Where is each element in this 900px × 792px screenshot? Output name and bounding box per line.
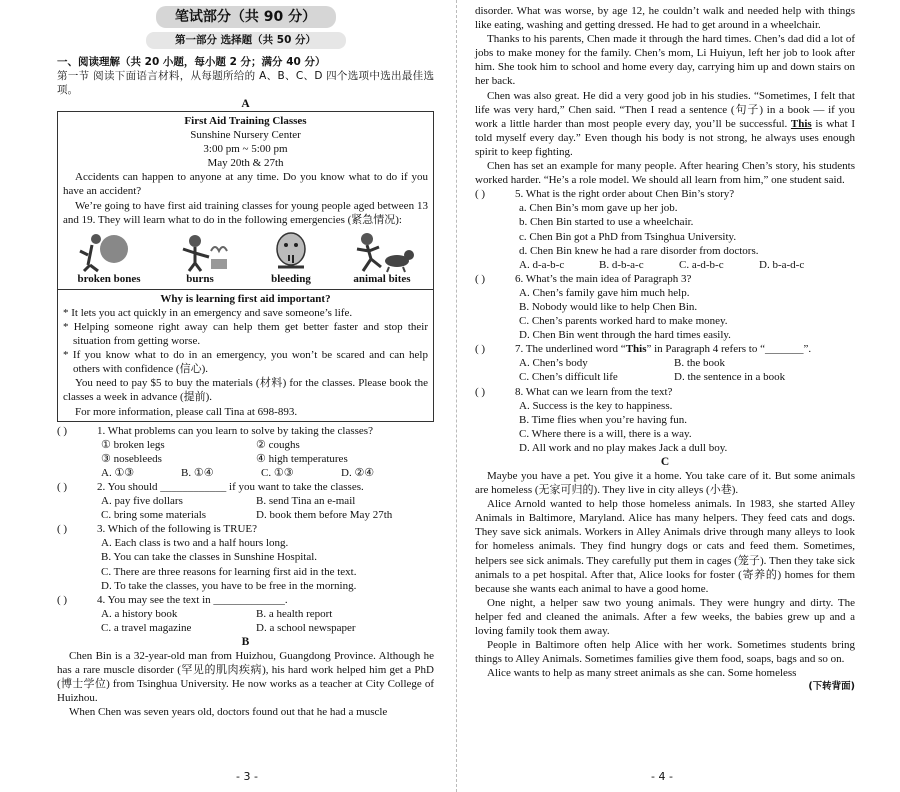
option-b[interactable]: B. d-b-a-c <box>599 258 644 271</box>
q7-stem-this: This <box>625 343 647 356</box>
answer-blank[interactable]: ( ) <box>57 480 68 493</box>
option-c[interactable]: C. Chen’s difficult life <box>519 371 618 384</box>
passage-a-letter: A <box>241 98 250 110</box>
option-d[interactable]: D. b-a-d-c <box>759 258 805 271</box>
page-divider <box>456 0 457 792</box>
answer-blank[interactable]: ( ) <box>475 188 486 201</box>
passage-b-p4 <box>475 89 855 159</box>
question-8 <box>475 385 855 399</box>
bullet-2: * Helping someone right away can help them get better faster and stop their situation from getting worse. <box>63 320 428 348</box>
passage-c-letter: C <box>660 456 670 468</box>
continued-note: (下转背面) <box>808 681 855 693</box>
picture-label: animal bites <box>353 272 411 285</box>
q5-item: c. Chen Bin got a PhD from Tsinghua University. <box>519 230 737 243</box>
passage-a-p2: We’re going to have first aid training classes for young people aged between 13 and 19. They will learn what to do in the following emergencies (紧急情况): <box>63 199 428 226</box>
passage-a-p1: Accidents can happen to anyone at any time. Do you know what to do if you have an accident? <box>63 171 428 198</box>
answer-blank[interactable]: ( ) <box>57 523 68 536</box>
q7-options-row2 <box>475 370 855 384</box>
passage-b-p3: Thanks to his parents, Chen made it through the hard times. Chen’s dad did a lot of jobs to make money for the family. Chen’s mom, Li Huiyun, left her job to look after him. She took him to school and home every day, carrying him up and down stairs on her back. <box>475 33 855 88</box>
underlined-this: This <box>790 117 812 130</box>
question-stem <box>515 342 811 356</box>
picture-label: broken bones <box>77 272 141 285</box>
question-stem: 6. What’s the main idea of Paragraph 3? <box>515 272 692 285</box>
bleeding-icon <box>256 229 326 273</box>
instruction: 第一节 阅读下面语言材料，从每题所给的 A、B、C、D 四个选项中选出最佳选项。 <box>57 70 434 96</box>
picture-burns <box>160 229 240 287</box>
q1-options <box>57 466 434 480</box>
q1-items-row1 <box>57 438 434 452</box>
option-a[interactable]: A. d-a-b-c <box>519 258 565 271</box>
q2-options-row2 <box>57 508 434 522</box>
q1-item: ② coughs <box>256 438 300 451</box>
q7-stem-b: ” in Paragraph 4 refers to “_______”. <box>646 343 812 356</box>
option-a[interactable]: A. Chen’s family gave him much help. <box>519 286 690 299</box>
reading-heading: 一、阅读理解（共 20 小题，每小题 2 分；满分 40 分） <box>57 56 326 68</box>
option-c[interactable]: C. There are three reasons for learning first aid in the text. <box>101 565 357 578</box>
passage-b-p2-start: When Chen was seven years old, doctors found out that he had a muscle <box>69 706 388 719</box>
option-a[interactable]: A. Chen’s body <box>519 357 588 370</box>
option-a[interactable]: A. Each class is two and a half hours long. <box>101 537 289 550</box>
option-d[interactable]: D. book them before May 27th <box>256 509 393 522</box>
option-b[interactable]: B. the book <box>674 357 726 370</box>
p4-text-b: is what I told myself every day.” Even though his body is not strong, he always uses enough spirit to keep fighting. <box>475 117 855 158</box>
box-divider <box>58 289 433 290</box>
option-d[interactable]: D. All work and no play makes Jack a dull boy. <box>519 441 728 454</box>
option-c[interactable]: C. a travel magazine <box>101 621 192 634</box>
option-a[interactable]: A. ①③ <box>101 466 135 479</box>
question-7 <box>475 342 855 356</box>
passage-c-p4: People in Baltimore often help Alice with her work. Sometimes students bring things to Alley Animals. Sometimes families give them food, soaps, bags and so on. <box>475 639 855 666</box>
q7-options-row1 <box>475 356 855 370</box>
option-d[interactable]: D. the sentence in a book <box>674 371 786 384</box>
passage-b-p1: Chen Bin is a 32-year-old man from Huizhou, Guangdong Province. Although he has a rare muscle disorder (罕见的肌肉疾病), his hard work helped him get a PhD (博士学位) from Tsinghua University. He now works as a teacher at City College of Huizhou. <box>57 650 434 705</box>
animal-bites-icon <box>347 229 417 273</box>
option-d[interactable]: D. ②④ <box>341 466 375 479</box>
question-3 <box>57 522 434 536</box>
broken-bones-icon <box>74 229 144 273</box>
picture-broken-bones <box>69 229 149 287</box>
option-c[interactable]: C. ①③ <box>261 466 294 479</box>
question-stem: 3. Which of the following is TRUE? <box>97 523 257 536</box>
option-b[interactable]: B. ①④ <box>181 466 214 479</box>
passage-a-p3: You need to pay $5 to buy the materials (材料) for the classes. Please book the classes a week in advance (提前). <box>63 377 428 404</box>
passage-a-p4: For more information, please call Tina at 698-893. <box>75 405 298 418</box>
q5-item: d. Chen Bin knew he had a rare disorder from doctors. <box>519 244 759 257</box>
picture-bleeding <box>251 229 331 287</box>
answer-blank[interactable]: ( ) <box>57 593 68 606</box>
option-c[interactable]: C. Where there is a will, there is a way. <box>519 427 692 440</box>
why-title: Why is learning first aid important? <box>160 292 331 305</box>
option-a[interactable]: A. a history book <box>101 607 178 620</box>
notice-date: May 20th & 27th <box>207 157 284 170</box>
notice-title: First Aid Training Classes <box>184 115 307 127</box>
option-b[interactable]: B. a health report <box>256 607 333 620</box>
picture-animal-bites <box>342 229 422 287</box>
question-6 <box>475 272 855 286</box>
question-4 <box>57 593 434 607</box>
question-stem: 8. What can we learn from the text? <box>515 385 673 398</box>
p4-text-a: Chen was also great. He did a very good job in his studies. “Sometimes, I felt that life was very hard,” Chen said. “Then I read a sentence (句子) in a book — if you work a little harder than most people every day, you’ll be successful. <box>475 89 855 130</box>
option-c[interactable]: C. bring some materials <box>101 509 207 522</box>
q1-items-row2 <box>57 452 434 466</box>
q7-stem-a: 7. The underlined word “ <box>515 343 626 356</box>
passage-c-p5: Alice wants to help as many street animals as she can. Some homeless <box>487 667 797 680</box>
question-stem: 2. You should ____________ if you want to take the classes. <box>97 480 364 493</box>
question-stem: 5. What is the right order about Chen Bin’s story? <box>515 188 735 201</box>
section-title: 笔试部分（共 90 分） <box>156 6 336 28</box>
page-number-right: - 4 - <box>651 770 673 783</box>
left-page <box>57 4 434 719</box>
option-b[interactable]: B. send Tina an e-mail <box>256 495 356 508</box>
answer-blank[interactable]: ( ) <box>475 343 486 356</box>
bullet-1: * It lets you act quickly in an emergency and save someone’s life. <box>63 306 353 319</box>
answer-blank[interactable]: ( ) <box>475 272 486 285</box>
question-stem: 1. What problems can you learn to solve by taking the classes? <box>97 424 373 437</box>
q5-item: a. Chen Bin’s mom gave up her job. <box>519 202 678 215</box>
answer-blank[interactable]: ( ) <box>475 385 486 398</box>
question-2 <box>57 480 434 494</box>
q5-item: b. Chen Bin started to use a wheelchair. <box>519 216 694 229</box>
notice-time: 3:00 pm ~ 5:00 pm <box>203 143 288 156</box>
answer-blank[interactable]: ( ) <box>57 424 68 437</box>
part-title: 第一部分 选择题（共 50 分） <box>146 32 346 49</box>
burns-icon <box>165 229 235 273</box>
q5-options <box>475 258 855 272</box>
option-c[interactable]: C. Chen’s parents worked hard to make money. <box>519 315 728 328</box>
option-d[interactable]: D. To take the classes, you have to be free in the morning. <box>101 579 357 592</box>
passage-b-p5: Chen has set an example for many people. After hearing Chen’s story, his students worked harder. “He’s a role model. We should all learn from him,” one student said. <box>475 160 855 187</box>
right-page <box>475 4 855 693</box>
passage-b-letter: B <box>241 636 250 648</box>
option-a[interactable]: A. Success is the key to happiness. <box>519 399 673 412</box>
passage-b-p2-end: disorder. What was worse, by age 12, he couldn’t walk and needed help with things like eating, washing and getting dressed. He had to get around in a wheelchair. <box>475 5 855 32</box>
question-stem: 4. You may see the text in _____________. <box>97 593 288 606</box>
option-d[interactable]: D. Chen Bin went through the hard times easily. <box>519 329 731 342</box>
option-c[interactable]: C. a-d-b-c <box>679 258 724 271</box>
q1-item: ③ nosebleeds <box>101 452 162 465</box>
emergency-pictures <box>63 229 428 287</box>
q2-options-row1 <box>57 494 434 508</box>
bullet-3: * If you know what to do in an emergency, you won’t be scared and can help others with confidence (信心). <box>63 349 428 376</box>
option-b[interactable]: B. Nobody would like to help Chen Bin. <box>519 300 698 313</box>
option-a[interactable]: A. pay five dollars <box>101 495 183 508</box>
q4-options-row2 <box>57 621 434 635</box>
picture-label: bleeding <box>271 272 311 285</box>
passage-c-p1: Maybe you have a pet. You give it a home. You take care of it. But some animals are homeless (无家可归的). They live in city alleys (小巷). <box>475 470 855 497</box>
page-number-left: - 3 - <box>236 770 258 783</box>
q1-item: ① broken legs <box>101 438 165 451</box>
passage-a-box <box>57 111 434 422</box>
option-b[interactable]: B. Time flies when you’re having fun. <box>519 413 688 426</box>
passage-c-p2: Alice Arnold wanted to help those homeless animals. In 1983, she started Alley Animals in Baltimore, Maryland. Alice has many helpers. They feed cats and dogs. They save sick animals. Workers in Alley Animals drive through many alleys to look for homeless animals. They find hungry dogs or cats and feed them. Sometimes, helpers see sick animals. They carefully put them in cages (笼子). Then they take sick animals to a pet hospital. After that, Alice looks for foster (寄养的) homes for them because she wants each animal to have a good home. <box>475 498 855 595</box>
question-5 <box>475 187 855 201</box>
q4-options-row1 <box>57 607 434 621</box>
q1-item: ④ high temperatures <box>256 452 348 465</box>
option-b[interactable]: B. You can take the classes in Sunshine Hospital. <box>101 551 318 564</box>
option-d[interactable]: D. a school newspaper <box>256 621 356 634</box>
notice-place: Sunshine Nursery Center <box>190 129 301 142</box>
picture-label: burns <box>186 272 214 285</box>
passage-c-p3: One night, a helper saw two young animals. They were hungry and dirty. The helper fed and cleaned the animals. After a few weeks, the babies grew up and a loving family took them away. <box>475 596 855 638</box>
question-1 <box>57 424 434 438</box>
